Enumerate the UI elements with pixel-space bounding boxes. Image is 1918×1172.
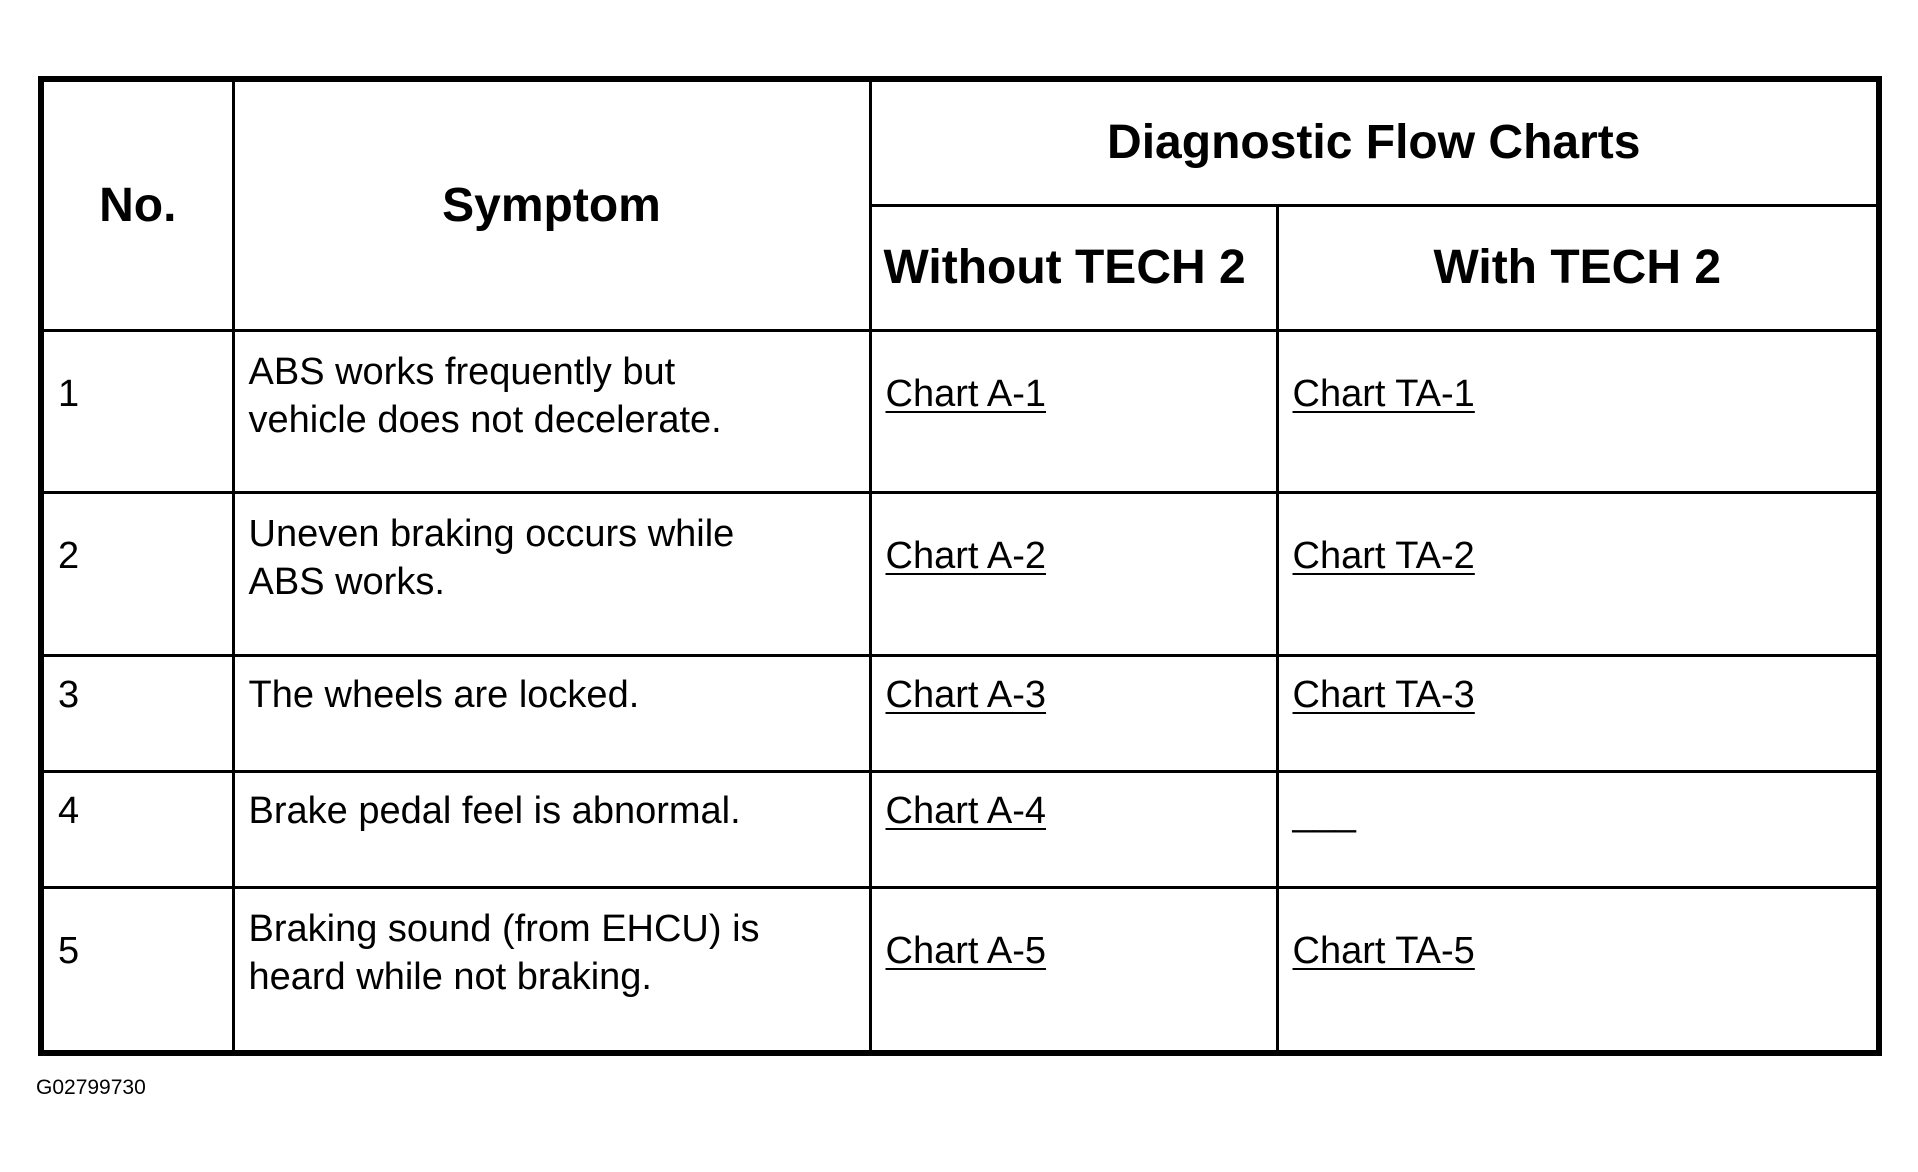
chart-link-ta2[interactable]: Chart TA-2 [1292,535,1475,578]
symptom-text: Braking sound (from EHCU) is [248,908,760,951]
symptom-cell [233,771,870,887]
symptom-text: ABS works. [248,561,445,604]
without-tech2-cell [870,655,1277,771]
row-number: 3 [44,655,233,771]
without-tech2-cell [870,771,1277,887]
row-number: 2 [44,493,233,655]
chart-link-a5[interactable]: Chart A-5 [885,930,1047,973]
chart-link-ta5[interactable]: Chart TA-5 [1292,930,1475,973]
symptom-text: vehicle does not decelerate. [248,399,722,441]
without-tech2-cell [870,493,1277,655]
with-tech2-cell [1277,771,1876,887]
with-tech2-cell [1277,493,1876,655]
symptom-text: ABS works frequently but [248,351,676,393]
table-row [44,771,1876,887]
header-diagnostic-flow-charts: Diagnostic Flow Charts [870,82,1876,205]
table-row [44,331,1876,493]
header-without-tech2: Without TECH 2 [870,205,1277,330]
figure-id: G02799730 [36,1076,146,1099]
symptom-chart-table [38,76,1882,1056]
header-no: No. [44,82,233,331]
no-chart-dash: ___ [1292,791,1356,834]
without-tech2-cell [870,888,1277,1050]
header-row [44,82,1876,205]
row-number: 4 [44,771,233,887]
with-tech2-cell [1277,331,1876,493]
header-with-tech2: With TECH 2 [1277,205,1876,330]
chart-link-a1[interactable]: Chart A-1 [885,373,1047,415]
chart-link-a3[interactable]: Chart A-3 [885,673,1047,716]
symptom-text: The wheels are locked. [248,673,640,716]
without-tech2-cell [870,331,1277,493]
symptom-cell [233,655,870,771]
with-tech2-cell [1277,888,1876,1050]
table-row [44,888,1876,1050]
symptom-cell [233,888,870,1050]
symptom-cell [233,331,870,493]
symptom-text: Uneven braking occurs while [248,513,735,556]
with-tech2-cell [1277,655,1876,771]
symptom-text: heard while not braking. [248,956,652,999]
table-row [44,655,1876,771]
chart-link-a2[interactable]: Chart A-2 [885,535,1047,578]
symptom-text: Brake pedal feel is abnormal. [248,789,741,832]
diagnostic-table [44,82,1876,1050]
row-number: 5 [44,888,233,1050]
row-number: 1 [44,331,233,493]
chart-link-ta1[interactable]: Chart TA-1 [1292,373,1475,415]
chart-link-a4[interactable]: Chart A-4 [885,789,1047,832]
header-symptom: Symptom [233,82,870,331]
chart-link-ta3[interactable]: Chart TA-3 [1292,673,1475,716]
symptom-cell [233,493,870,655]
table-row [44,493,1876,655]
